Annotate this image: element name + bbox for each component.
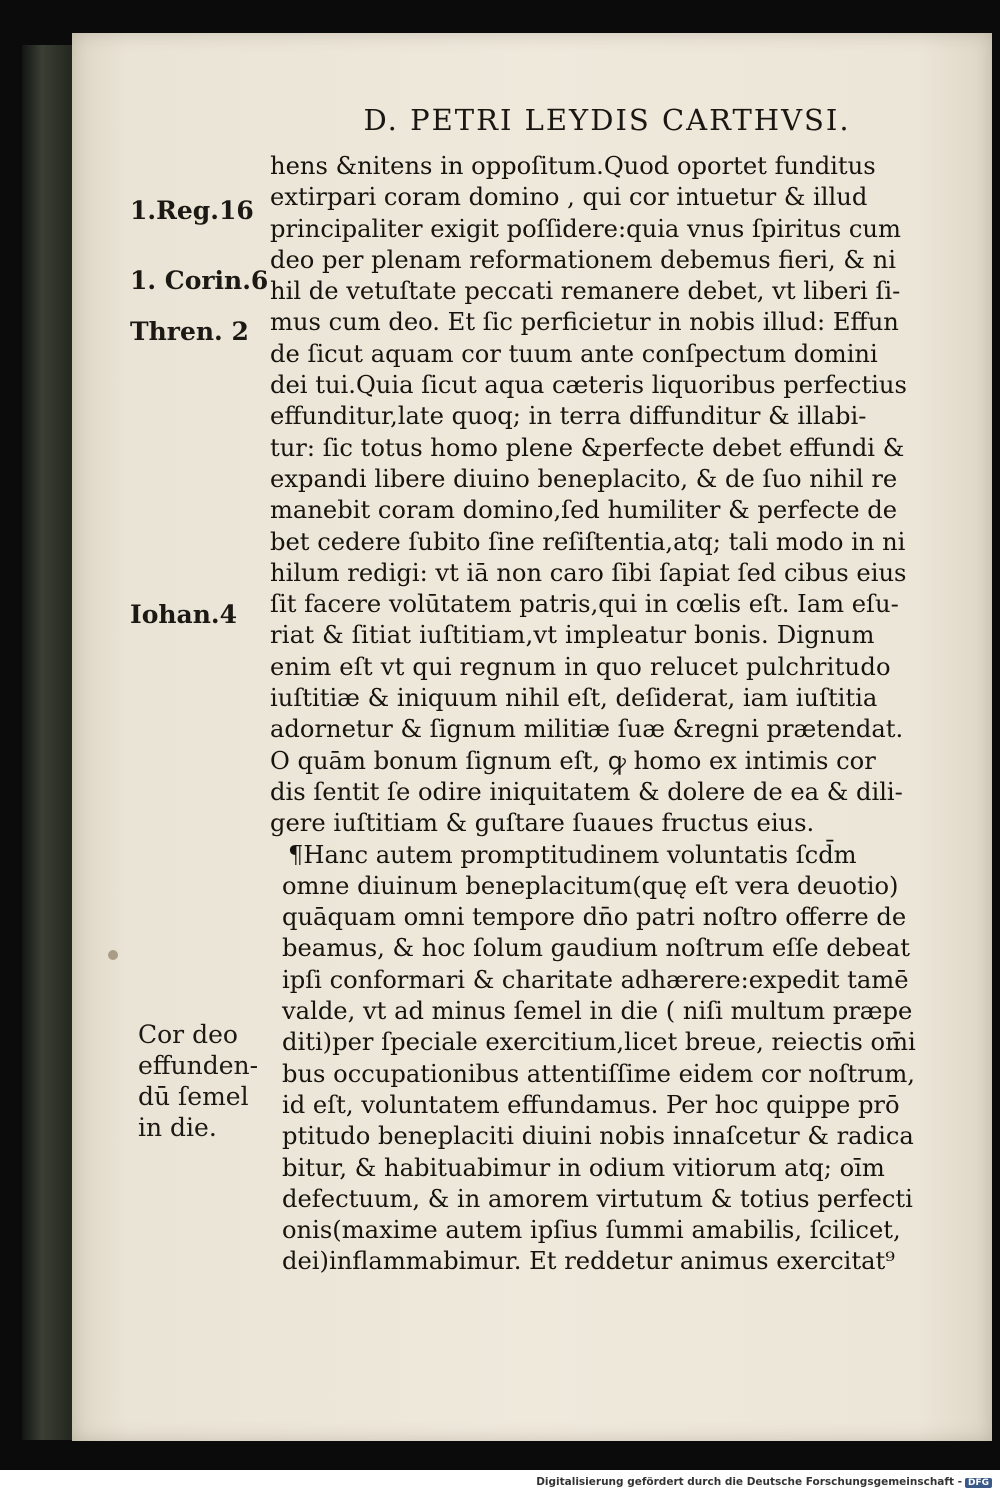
text-line: valde, vt ad minus ſemel in die ( niſi multum præpe — [282, 997, 913, 1026]
text-line: ſit facere volūtatem patris,qui in cœlis eſt. Iam eſu- — [270, 590, 899, 619]
text-line: omne diuinum beneplacitum(quę eſt vera deuotio) — [282, 871, 899, 900]
text-line: onis(maxime autem ipſius ſummi amabilis, ſcilicet, — [282, 1216, 901, 1245]
text-line: principaliter exigit poſſidere:quia vnus ſpiritus cum — [270, 214, 901, 243]
text-line: expandi libere diuino beneplacito, & de ſuo nihil re — [270, 464, 898, 493]
text-line: hens &nitens in oppoſitum.Quod oportet funditus — [270, 152, 876, 180]
text-line: extirpari coram domino , qui cor intuetur & illud — [270, 183, 868, 212]
book-binding-edge — [22, 45, 72, 1440]
credit-text: Digitalisierung gefördert durch die Deutsche Forschungsgemeinschaft - — [536, 1476, 962, 1488]
digitization-credit — [536, 1476, 992, 1488]
text-line: manebit coram domino,ſed humiliter & perfecte de — [270, 496, 898, 525]
marginal-note-cor-deo-line: Cor deo — [138, 1020, 238, 1049]
text-line: beamus, & hoc ſolum gaudium noſtrum eſſe debeat — [282, 934, 911, 963]
text-line: enim eſt vt qui regnum in quo relucet pulchritudo — [270, 652, 891, 681]
text-line: O quām bonum ſignum eſt, ꝙ homo ex intimis cor — [270, 746, 876, 775]
text-line: bitur, & habituabimur in odium vitiorum atq; oīm — [282, 1153, 885, 1182]
paper-stain — [108, 950, 118, 960]
book-page — [72, 33, 992, 1441]
marginal-note-iohan: Iohan.4 — [130, 600, 238, 629]
marginal-note-cor-deo-line: effunden- — [138, 1051, 259, 1080]
text-line: dei)inflammabimur. Et reddetur animus exercitat⁹ — [282, 1247, 895, 1276]
text-line: effunditur,late quoq; in terra diffunditur & illabi- — [270, 402, 867, 431]
text-line: hil de vetuſtate peccati remanere debet, vt liberi ſi- — [270, 277, 901, 306]
text-line: riat & ſitiat iuſtitiam,vt impleatur bonis. Dignum — [270, 621, 875, 650]
text-line: defectuum, & in amorem virtutum & totius perfecti — [282, 1184, 913, 1213]
text-line: de ſicut aquam cor tuum ante conſpectum domini — [270, 339, 878, 368]
text-line: ¶Hanc autem promptitudinem voluntatis ſcd̄m — [288, 840, 857, 869]
text-line: tur: ſic totus homo plene &perfecte debet effundi & — [270, 433, 905, 462]
text-line: iuſtitiæ & iniquum nihil eſt, deſiderat, iam iuſtitia — [270, 684, 878, 713]
text-line: dei tui.Quia ſicut aqua cæteris liquoribus perfectius — [270, 371, 907, 400]
marginal-note-thren: Thren. 2 — [130, 317, 249, 346]
marginal-note-1-corin: 1. Corin.6 — [130, 266, 269, 295]
text-line: dis ſentit ſe odire iniquitatem & dolere de ea & dili- — [270, 777, 903, 806]
running-title: D. PETRI LEYDIS CARTHVSI. — [363, 103, 851, 137]
marginal-note-1-reg: 1.Reg.16 — [130, 196, 254, 225]
text-line: id eſt, voluntatem effundamus. Per hoc quippe prō — [282, 1090, 900, 1119]
text-line: hilum redigi: vt iā non caro ſibi ſapiat ſed cibus eius — [270, 558, 907, 587]
text-line: gere iuſtitiam & guſtare ſuaues fructus eius. — [270, 809, 815, 838]
marginal-note-cor-deo-line: in die. — [138, 1113, 217, 1142]
text-line: bus occupationibus attentiſſime eidem cor noſtrum, — [282, 1059, 915, 1088]
text-line: mus cum deo. Et ſic perficietur in nobis illud: Effun — [270, 308, 899, 337]
text-line: ipſi conformari & charitate adhærere:expedit tamē — [282, 965, 909, 994]
text-line: diti)per ſpeciale exercitium,licet breue, reiectis om̄i — [282, 1028, 916, 1057]
marginal-note-cor-deo-line: dū ſemel — [138, 1082, 249, 1111]
text-line: quāquam omni tempore dn̄o patri noſtro offerre de — [282, 903, 907, 932]
text-line: deo per plenam reformationem debemus fieri, & ni — [270, 245, 896, 274]
dfg-logo-icon: DFG — [965, 1478, 992, 1488]
text-line: ptitudo beneplaciti diuini nobis innaſcetur & radica — [282, 1122, 914, 1151]
text-line: bet cedere ſubito ſine reſiſtentia,atq; tali modo in ni — [270, 527, 906, 556]
marginal-note-cor-deo — [138, 1019, 258, 1143]
body-text — [270, 151, 950, 1278]
text-line: adornetur & ſignum militiæ ſuæ &regni prætendat. — [270, 715, 904, 744]
